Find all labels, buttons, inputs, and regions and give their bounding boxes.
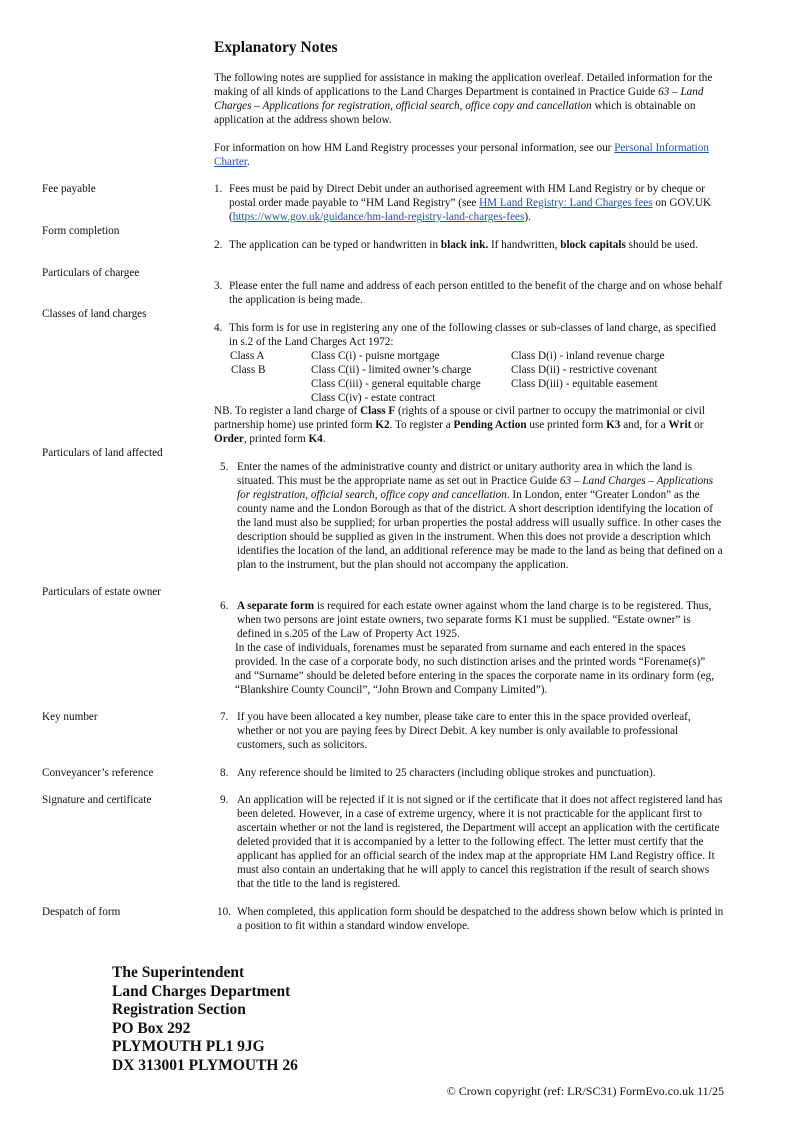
address-line-2: Land Charges Department (112, 982, 291, 1000)
note-4: 4. This form is for use in registering any one of the following classes or sub-classes of land charge, as specified in s.2 of the Land Charges Act 1972: (214, 322, 716, 348)
class-d3: Class D(iii) - equitable easement (511, 378, 658, 390)
note-1: 1. Fees must be paid by Direct Debit under an authorised agreement with HM Land Registry or by cheque or postal order made payable to “HM Land Registry” (see HM Land Registry: Land Charges fees on GOV.UK (https://www.gov.uk/guidance/hm-land-registry-land-charges-fees). (214, 183, 712, 223)
side-label-chargee: Particulars of chargee (42, 267, 140, 279)
address-line-6: DX 313001 PLYMOUTH 26 (112, 1056, 298, 1074)
side-label-land: Particulars of land affected (42, 447, 163, 459)
side-label-completion: Form completion (42, 225, 120, 237)
land-charges-fees-link[interactable]: HM Land Registry: Land Charges fees (479, 197, 653, 209)
address-line-3: Registration Section (112, 1001, 246, 1019)
note-9: 9. An application will be rejected if it is not signed or if the certificate that it does not affect registered land has been deleted. However, in a case of extreme urgency, where it is not practicable for the applicant first to ascertain whether or not the land is registered, the Department will accept an application with the certificate deleted provided that it is accompanied by a letter to the following effect. The letter must certify that the applicant has applied for an official search of the index map at the appropriate HM Land Registry office. It must also contain an undertaking that he will apply to cancel this registration if the result of search shows that the title to the land is registered. (220, 794, 723, 890)
side-label-classes: Classes of land charges (42, 308, 147, 320)
side-label-fee: Fee payable (42, 183, 96, 195)
note-2: 2. The application can be typed or handwritten in black ink. If handwritten, block capitals should be used. (214, 239, 698, 251)
page-title: Explanatory Notes (214, 39, 338, 56)
note-5: 5. Enter the names of the administrative county and district or unitary authority area in which the land is situated. This must be the appropriate name as set out in Practice Guide 63 – Land Charges – Applications for registration, official search, office copy and cancellation. In London, enter “Greater London” as the county name and the London Borough as that of the district. A short description identifying the location of the land must also be supplied; for urban properties the postal address will usually suffice. In other cases the description should be supplied as given in the instrument. When this does not provide a description which identifies the location of the land, an additional reference may be made to the land as being that defined on a plan to the instrument, but the plan should not accompany the application. (220, 461, 723, 571)
note-3: 3. Please enter the full name and address of each person entitled to the benefit of the charge and on whose behalf the application is being made. (214, 280, 723, 306)
class-b: Class B (231, 364, 266, 376)
privacy-paragraph: For information on how HM Land Registry processes your personal information, see our Personal Information Charter. (214, 142, 709, 168)
gov-uk-fees-url-link[interactable]: https://www.gov.uk/guidance/hm-land-registry-land-charges-fees (232, 211, 525, 223)
address-line-1: The Superintendent (112, 964, 245, 981)
side-label-ref: Conveyancer’s reference (42, 767, 154, 779)
note-7: 7. If you have been allocated a key number, please take care to enter this in the space provided overleaf, whether or not you are paying fees by Direct Debit. A key number is only available to professional customers, such as solicitors. (220, 711, 691, 751)
side-label-owner: Particulars of estate owner (42, 586, 161, 598)
nb-paragraph: NB. To register a land charge of Class F (rights of a spouse or civil partner to occupy the matrimonial or civil partnership home) use printed form K2. To register a Pending Action use printed form K3 and, for a Writ or Order, printed form K4. (214, 405, 705, 445)
address-line-5: PLYMOUTH PL1 9JG (112, 1038, 265, 1056)
personal-information-charter-link[interactable]: Personal Information Charter (214, 142, 709, 168)
class-c2: Class C(ii) - limited owner’s charge (311, 364, 472, 376)
class-a: Class A (230, 350, 265, 362)
class-d1: Class D(i) - inland revenue charge (511, 350, 665, 362)
address-line-4: PO Box 292 (112, 1019, 191, 1037)
note-8: 8. Any reference should be limited to 25 characters (including oblique strokes and punctuation). (220, 767, 656, 779)
side-label-signature: Signature and certificate (42, 794, 152, 806)
intro-paragraph: The following notes are supplied for assistance in making the application overleaf. Detailed information for the making of all kinds of applications to the Land Charges Department is contained in Practice Guide 63 – Land Charges – Applications for registration, official search, office copy and cancellation which is obtainable on application at the address shown below. (214, 72, 713, 126)
side-label-key: Key number (42, 711, 98, 723)
class-c4: Class C(iv) - estate contract (311, 392, 436, 404)
side-label-despatch: Despatch of form (42, 906, 121, 918)
note-6: 6. A separate form is required for each estate owner against whom the land charge is to be registered. Thus, when two persons are joint estate owners, two separate forms K1 must be supplied. “Estate owner” is defined in s.205 of the Law of Property Act 1925. In the case of individuals, forenames must be separated from surname and each entered in the spaces provided. In the case of a corporate body, no such distinction arises and the printed words “Forename(s)” and “Surname” should be deleted before entering in the spaces the corporate name in its ordinary form (eg, “Blankshire County Council”, “John Brown and Company Limited”). (220, 600, 715, 696)
class-d2: Class D(ii) - restrictive covenant (511, 364, 658, 376)
class-c3: Class C(iii) - general equitable charge (311, 378, 481, 390)
class-c1: Class C(i) - puisne mortgage (311, 350, 440, 362)
return-address (112, 964, 298, 1076)
note-10: 10. When completed, this application form should be despatched to the address shown below which is printed in a position to fit within a standard window envelope. (217, 906, 724, 932)
copyright-footer: © Crown copyright (ref: LR/SC31) FormEvo.co.uk 11/25 (446, 1084, 724, 1098)
